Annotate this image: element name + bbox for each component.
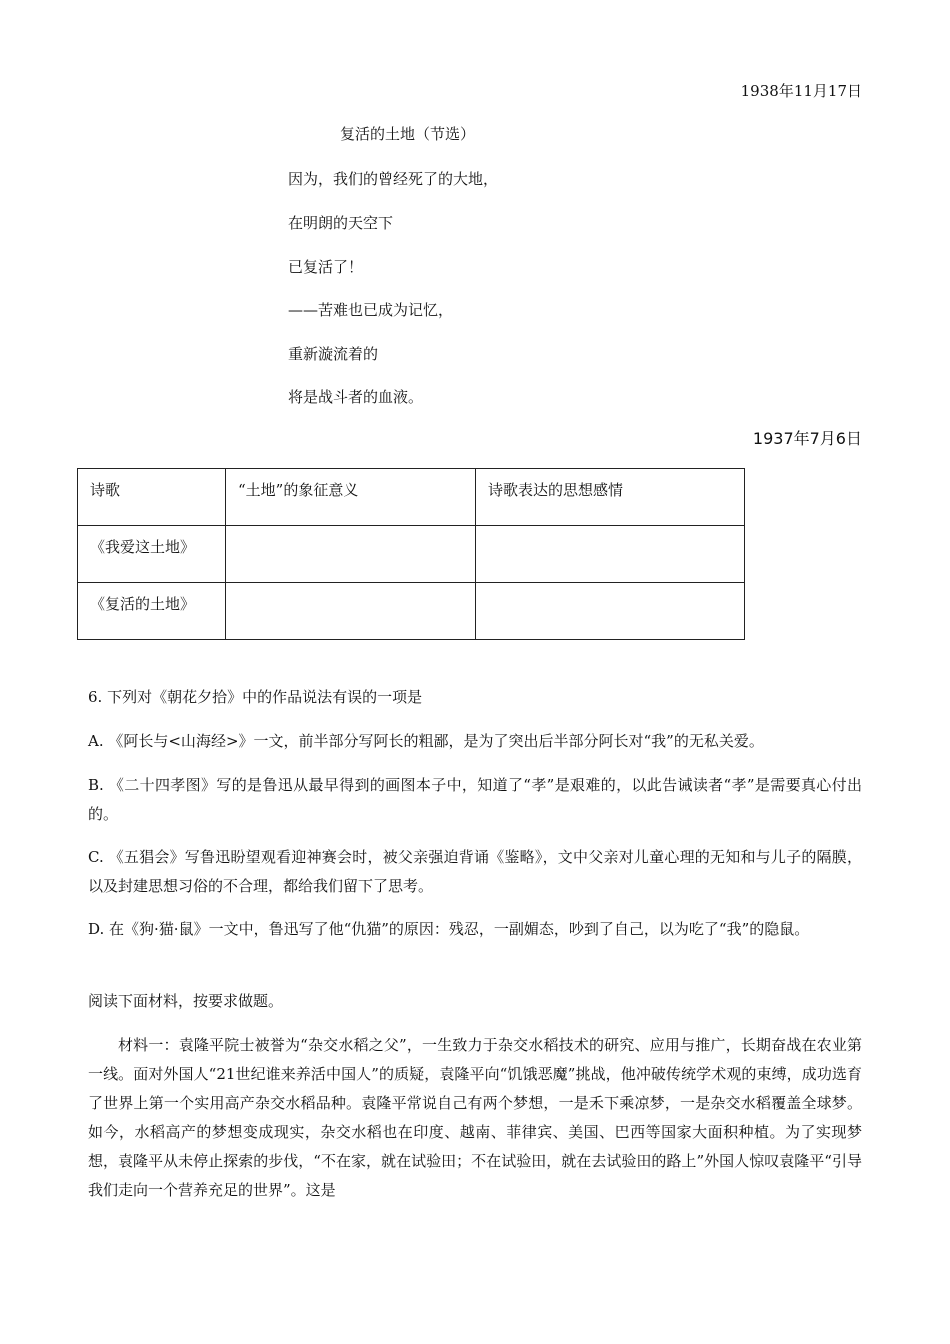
table-row (78, 583, 745, 640)
table-cell-answer[interactable] (226, 583, 476, 640)
question6-stem: 6. 下列对《朝花夕拾》中的作品说法有误的一项是 (88, 688, 423, 706)
reading-intro: 阅读下面材料，按要求做题。 (88, 992, 284, 1010)
poem2-date: 1937年7月6日 (752, 429, 862, 448)
table-row (78, 526, 745, 583)
question6-option-d: D. 在《狗·猫·鼠》一文中，鲁迅写了他“仇猫”的原因：残忍，一副媚态，吵到了自己，以为吃了“我”的隐鼠。 (88, 920, 810, 938)
poem-line: ——苦难也已成为记忆， (288, 301, 454, 319)
question6-option-c: C. 《五猖会》写鲁迅盼望观看迎神赛会时，被父亲强迫背诵《鉴略》，文中父亲对儿童心理的无知和与儿子的隔膜，以及封建思想习俗的不合理，都给我们留下了思考。 (88, 848, 862, 895)
table-cell-poem: 《我爱这土地》 (78, 526, 226, 583)
poem1-date: 1938年11月17日 (740, 82, 862, 100)
poem-line: 已复活了！ (288, 258, 364, 276)
table-cell-answer[interactable] (476, 583, 745, 640)
poem-line: 将是战斗者的血液。 (288, 388, 424, 406)
poem-line: 重新漩流着的 (288, 345, 379, 363)
answer-table (77, 468, 745, 640)
table-header-cell: 诗歌 (78, 469, 226, 526)
question6-option-b: B. 《二十四孝图》写的是鲁迅从最早得到的画图本子中，知道了“孝”是艰难的，以此告诫读者“孝”是需要真心付出的。 (88, 776, 862, 823)
poem-line: 因为，我们的曾经死了的大地， (288, 170, 499, 188)
table-header-cell: 诗歌表达的思想感情 (476, 469, 745, 526)
table-header-row (78, 469, 745, 526)
table-cell-answer[interactable] (476, 526, 745, 583)
poem-line: 在明朗的天空下 (288, 214, 394, 232)
table-cell-answer[interactable] (226, 526, 476, 583)
table-cell-poem: 《复活的土地》 (78, 583, 226, 640)
table-header-cell: “土地”的象征意义 (226, 469, 476, 526)
material-one-paragraph: 材料一：袁隆平院士被誉为“杂交水稻之父”，一生致力于杂交水稻技术的研究、应用与推广，长期奋战在农业第一线。面对外国人“21世纪谁来养活中国人”的质疑，袁隆平向“饥饿恶魔”挑战，他冲破传统学术观的束缚，成功选育了世界上第一个实用高产杂交水稻品种。袁隆平常说自己有两个梦想，一是禾下乘凉梦，一是杂交水稻覆盖全球梦。如今，水稻高产的梦想变成现实，杂交水稻也在印度、越南、菲律宾、美国、巴西等国家大面积种植。为了实现梦想，袁隆平从未停止探索的步伐，“不在家，就在试验田；不在试验田，就在去试验田的路上”外国人惊叹袁隆平“引导我们走向一个营养充足的世界”。这是 (88, 1036, 862, 1199)
question6-option-a: A. 《阿长与<山海经>》一文，前半部分写阿长的粗鄙，是为了突出后半部分阿长对“我”的无私关爱。 (88, 732, 764, 750)
poem-title: 复活的土地（节选） (340, 125, 476, 143)
